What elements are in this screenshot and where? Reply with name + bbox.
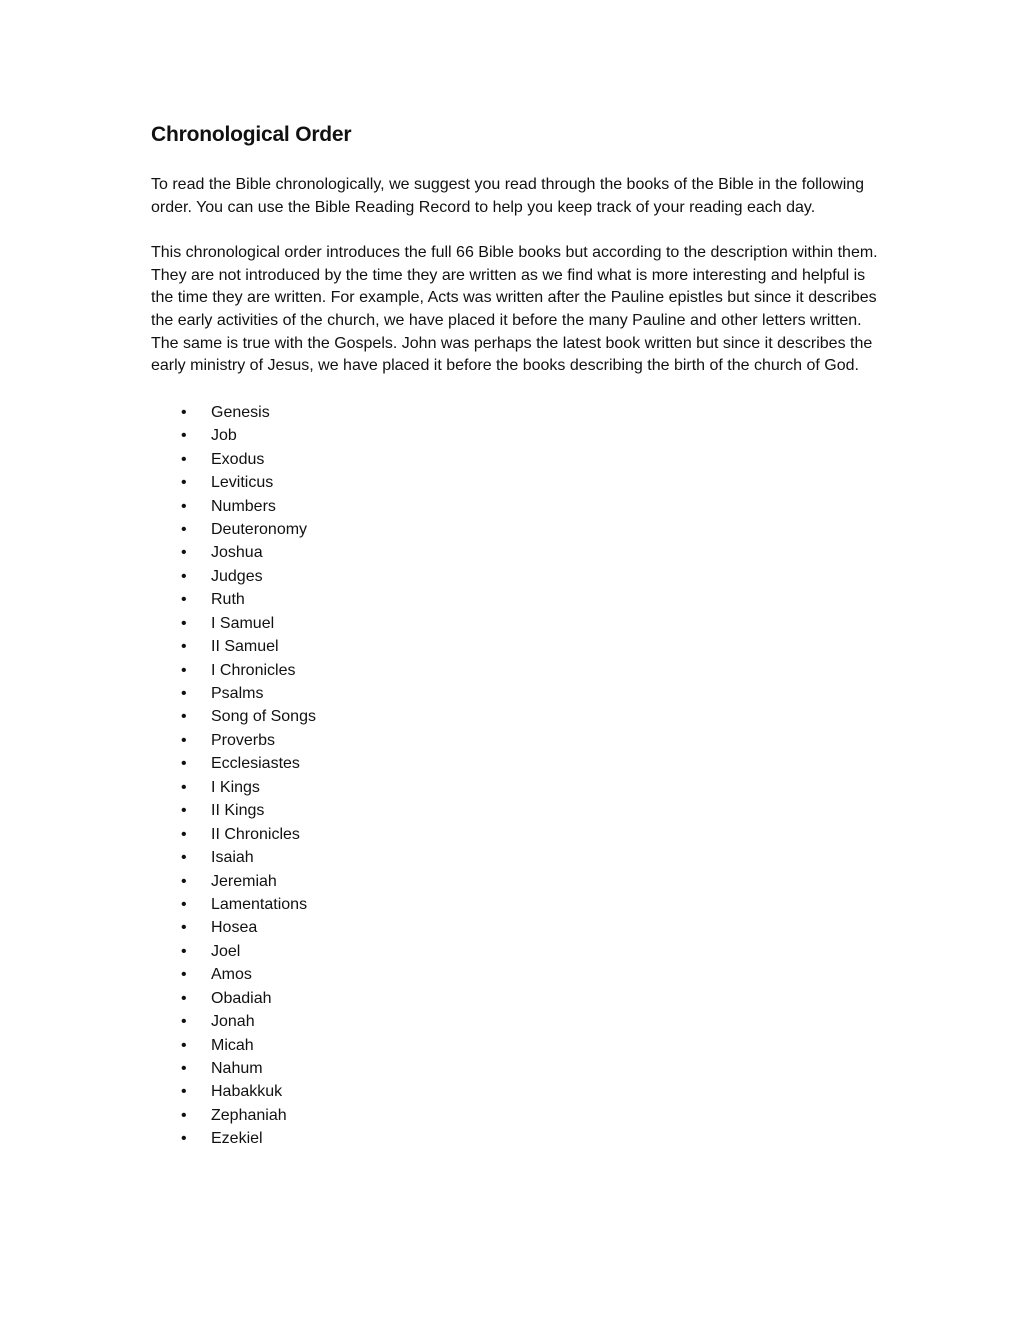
book-name: Habakkuk xyxy=(211,1083,283,1101)
list-item xyxy=(151,729,881,752)
book-name: Judges xyxy=(211,567,263,585)
bullet-icon: • xyxy=(181,497,187,515)
bullet-icon: • xyxy=(181,731,187,749)
book-name: Amos xyxy=(211,966,252,984)
list-item xyxy=(151,963,881,986)
bullet-icon: • xyxy=(181,591,187,609)
bullet-icon: • xyxy=(181,966,187,984)
book-name: II Samuel xyxy=(211,638,279,656)
book-list xyxy=(151,401,881,1151)
list-item xyxy=(151,565,881,588)
book-name: I Chronicles xyxy=(211,661,296,679)
book-name: Jonah xyxy=(211,1013,255,1031)
book-name: Hosea xyxy=(211,919,258,937)
list-item xyxy=(151,846,881,869)
bullet-icon: • xyxy=(181,1060,187,1077)
book-name: Exodus xyxy=(211,450,265,468)
bullet-icon: • xyxy=(181,802,187,820)
bullet-icon: • xyxy=(181,520,187,538)
bullet-icon: • xyxy=(181,685,187,702)
bullet-icon: • xyxy=(181,1106,187,1124)
list-item xyxy=(151,401,881,424)
bullet-icon: • xyxy=(181,427,187,445)
book-name: Deuteronomy xyxy=(211,520,308,538)
book-name: Numbers xyxy=(211,497,276,515)
list-item xyxy=(151,1057,881,1080)
bullet-icon: • xyxy=(181,942,187,960)
book-name: Leviticus xyxy=(211,474,274,492)
list-item xyxy=(151,1127,881,1150)
book-name: II Chronicles xyxy=(211,825,300,843)
bullet-icon: • xyxy=(181,403,187,421)
bullet-icon: • xyxy=(181,567,187,585)
intro-paragraph: To read the Bible chronologically, we suggest you read through the books of the Bible in the following order. You can use the Bible Reading Record to help you keep track of your reading each day. xyxy=(151,176,865,216)
bullet-icon: • xyxy=(181,1083,187,1101)
bullet-icon: • xyxy=(181,755,187,773)
bullet-icon: • xyxy=(181,919,187,937)
book-name: Jeremiah xyxy=(211,872,277,890)
list-item xyxy=(151,1034,881,1057)
bullet-icon: • xyxy=(181,708,187,726)
book-name: Job xyxy=(211,427,237,445)
document-title: Chronological Order xyxy=(151,123,352,146)
book-name: Joshua xyxy=(211,544,263,562)
book-name: Nahum xyxy=(211,1060,263,1077)
bullet-icon: • xyxy=(181,849,187,867)
book-name: I Samuel xyxy=(211,614,275,632)
book-name: II Kings xyxy=(211,802,265,820)
list-item xyxy=(151,799,881,822)
book-name: Song of Songs xyxy=(211,708,316,726)
bullet-icon: • xyxy=(181,638,187,656)
book-name: Ecclesiastes xyxy=(211,755,300,773)
bullet-icon: • xyxy=(181,825,187,843)
book-name: Micah xyxy=(211,1036,254,1054)
list-item xyxy=(151,1010,881,1033)
list-item xyxy=(151,682,881,705)
list-item xyxy=(151,752,881,775)
bullet-icon: • xyxy=(181,1130,187,1148)
bullet-icon: • xyxy=(181,474,187,492)
list-item xyxy=(151,635,881,658)
list-item xyxy=(151,705,881,728)
bullet-icon: • xyxy=(181,544,187,562)
list-item xyxy=(151,916,881,939)
list-item xyxy=(151,495,881,518)
book-name: Psalms xyxy=(211,685,264,702)
list-item xyxy=(151,870,881,893)
bullet-icon: • xyxy=(181,778,187,796)
book-name: Proverbs xyxy=(211,731,276,749)
list-item xyxy=(151,776,881,799)
list-item xyxy=(151,1104,881,1127)
document-page xyxy=(151,118,881,1151)
list-item xyxy=(151,518,881,541)
list-item xyxy=(151,987,881,1010)
list-item xyxy=(151,541,881,564)
book-name: Ezekiel xyxy=(211,1130,263,1148)
list-item xyxy=(151,1080,881,1103)
explanation-paragraph: This chronological order introduces the full 66 Bible books but according to the description within them. They are not introduced by the time they are written as we find what is more interesting and helpful is the time they are written. For example, Acts was written after the Pauline epistles but since it describes the early activities of the church, we have placed it before the many Pauline and other letters written. The same is true with the Gospels. John was perhaps the latest book written but since it describes the early ministry of Jesus, we have placed it before the books describing the birth of the church of God. xyxy=(151,244,878,375)
book-name: Zephaniah xyxy=(211,1106,287,1124)
book-name: Isaiah xyxy=(211,849,254,867)
list-item xyxy=(151,448,881,471)
book-name: Lamentations xyxy=(211,895,308,913)
bullet-icon: • xyxy=(181,1013,187,1031)
list-item xyxy=(151,659,881,682)
list-item xyxy=(151,893,881,916)
bullet-icon: • xyxy=(181,895,187,913)
book-name: Joel xyxy=(211,942,241,960)
book-name: Ruth xyxy=(211,591,245,609)
list-item xyxy=(151,612,881,635)
bullet-icon: • xyxy=(181,614,187,632)
book-name: Obadiah xyxy=(211,989,272,1007)
bullet-icon: • xyxy=(181,1036,187,1054)
list-item xyxy=(151,588,881,611)
list-item xyxy=(151,940,881,963)
bullet-icon: • xyxy=(181,450,187,468)
bullet-icon: • xyxy=(181,989,187,1007)
book-name: Genesis xyxy=(211,403,270,421)
bullet-icon: • xyxy=(181,661,187,679)
list-item xyxy=(151,424,881,447)
bullet-icon: • xyxy=(181,872,187,890)
list-item xyxy=(151,471,881,494)
list-item xyxy=(151,823,881,846)
book-name: I Kings xyxy=(211,778,260,796)
